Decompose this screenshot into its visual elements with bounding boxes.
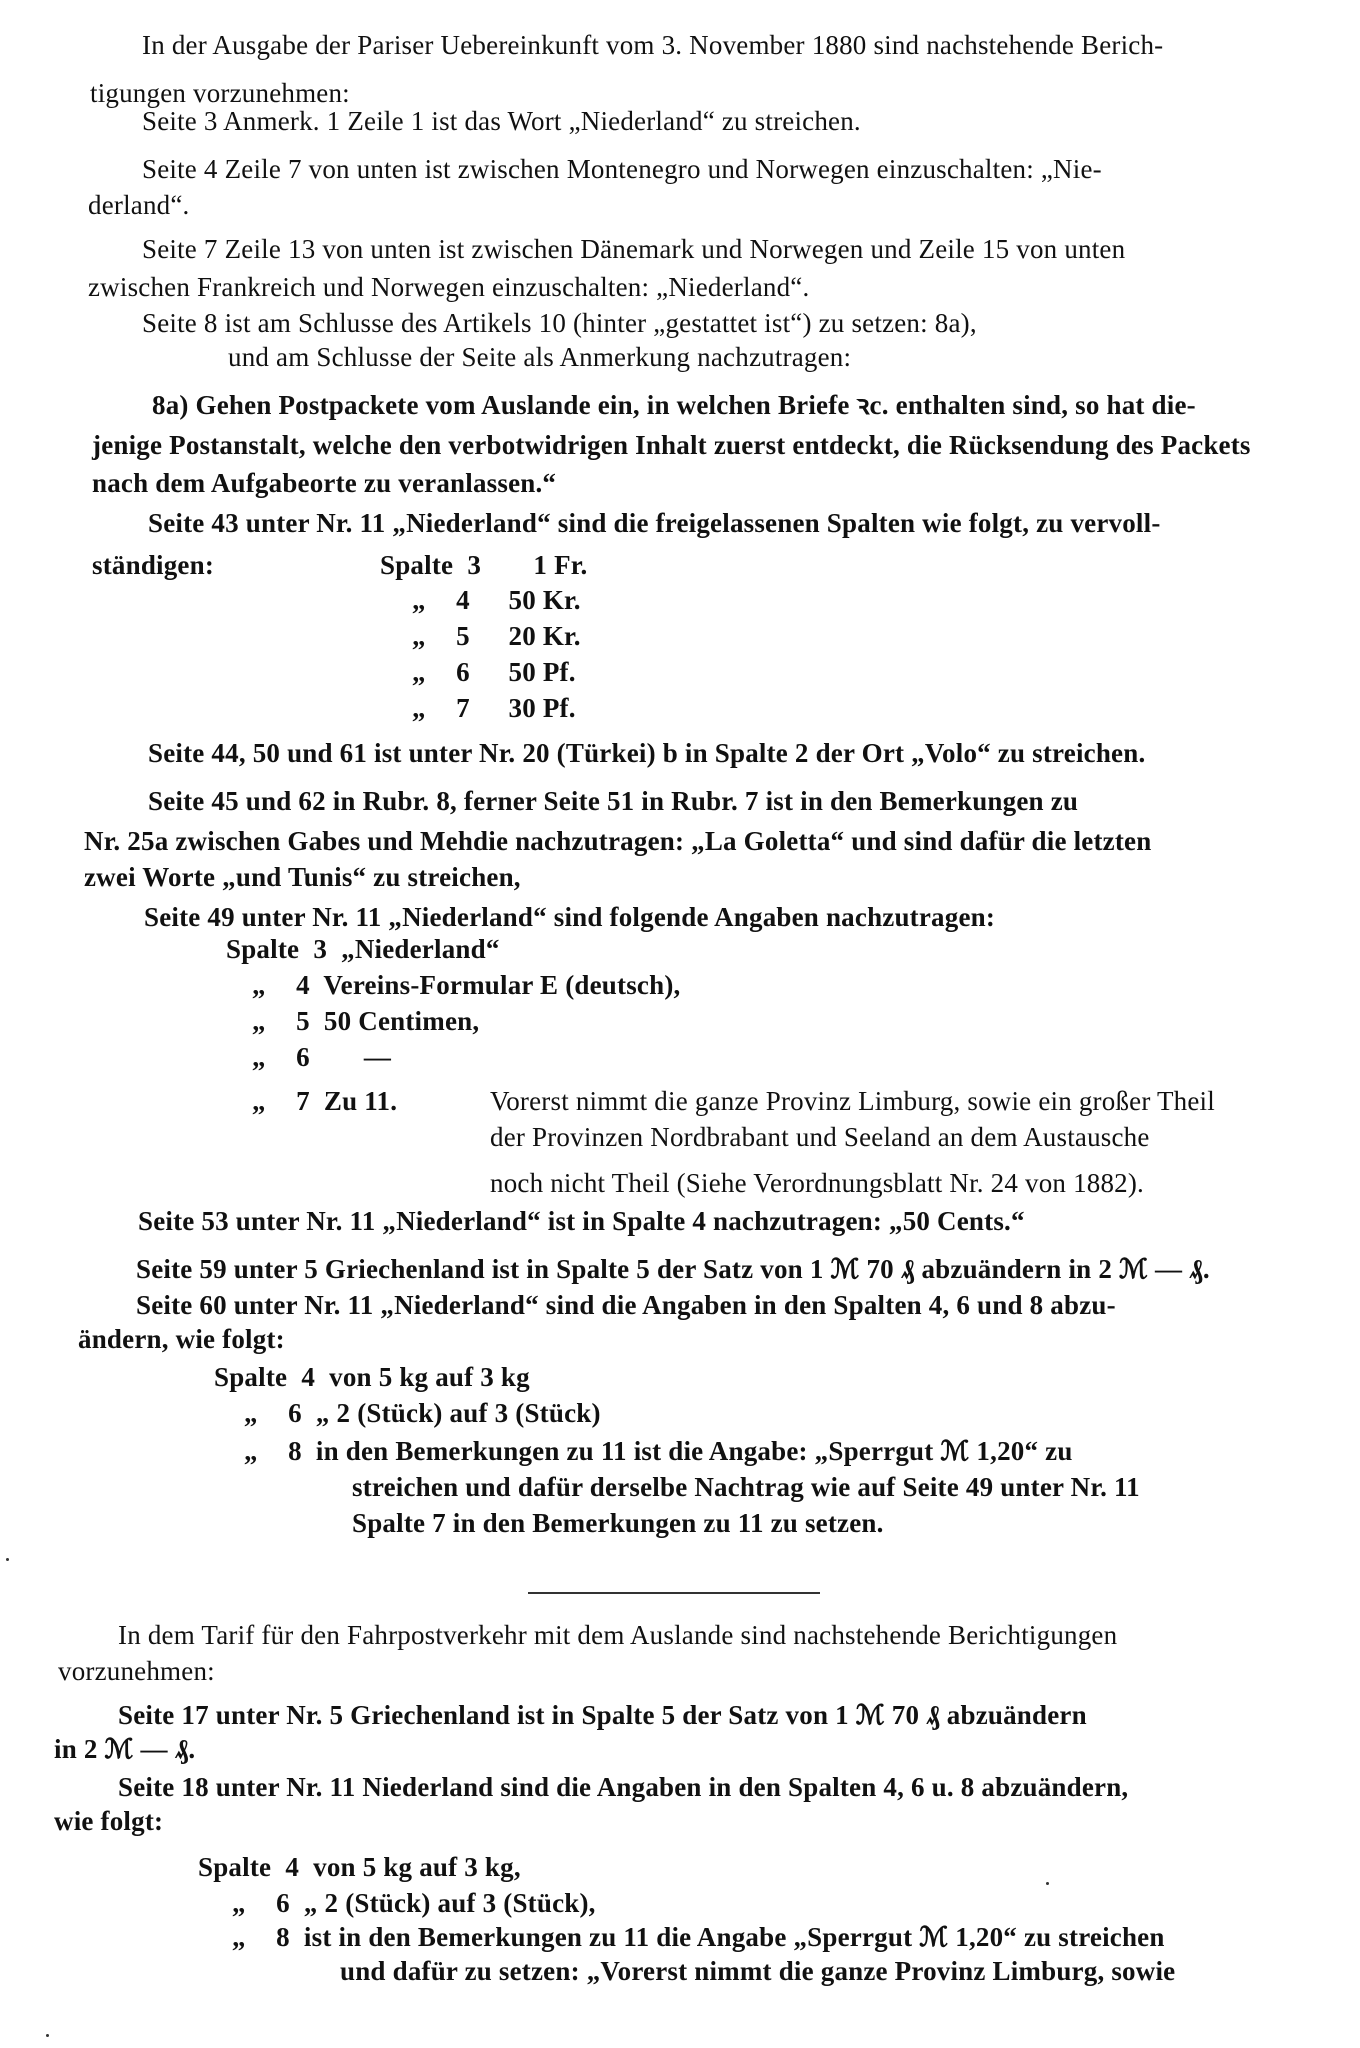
item-seite-18-line1 <box>118 1770 1128 1804</box>
row-unit: Pf. <box>542 657 576 687</box>
table-row <box>232 1920 1165 1954</box>
text: Nr. 25a zwischen Gabes und Mehdie nachzutragen: „La Goletta“ und sind dafür die letzten <box>84 826 1152 856</box>
table-row <box>252 1040 391 1074</box>
text: 8a) Gehen Postpackete vom Auslande ein, in welchen Briefe ꝛc. enthalten sind, so hat die- <box>152 390 1196 420</box>
row-label: „ <box>232 1888 246 1918</box>
scan-speck <box>1046 1882 1049 1885</box>
row-label: „ <box>232 1922 246 1952</box>
row-continuation <box>340 1954 1175 1988</box>
text: Seite 3 Anmerk. 1 Zeile 1 ist das Wort „Niederland“ zu streichen. <box>142 106 861 136</box>
row-value: 50 <box>508 657 536 687</box>
item-seite-49 <box>144 900 995 934</box>
row-col: 8 <box>288 1436 302 1466</box>
row-unit: Pf. <box>542 693 576 723</box>
table-row <box>198 1850 521 1884</box>
table-row <box>380 548 587 582</box>
note-8a-line2 <box>92 428 1251 462</box>
row-text: „Niederland“ <box>341 934 500 964</box>
text: Seite 7 Zeile 13 von unten ist zwischen Dänemark und Norwegen und Zeile 15 von unten <box>142 234 1126 264</box>
item-seite-7-line2 <box>88 270 809 304</box>
row-label: Spalte <box>198 1852 272 1882</box>
row-value: 50 <box>508 585 536 615</box>
row-unit: Kr. <box>542 585 581 615</box>
row-text: Vereins-Formular E (deutsch), <box>323 970 681 1000</box>
row-label: „ <box>412 585 426 615</box>
text: ändern, wie folgt: <box>78 1324 285 1354</box>
text: ständigen: <box>92 550 215 580</box>
text: Seite 8 ist am Schlusse des Artikels 10 (hinter „gestattet ist“) zu setzen: 8a), <box>142 308 977 338</box>
table-row <box>412 655 576 689</box>
item-seite-3 <box>142 104 861 138</box>
row-col: 6 <box>288 1398 302 1428</box>
text: In dem Tarif für den Fahrpostverkehr mit dem Auslande sind nachstehende Berichtigungen <box>118 1620 1118 1650</box>
item-seite-45-line1 <box>148 784 1078 818</box>
row-label: „ <box>244 1436 258 1466</box>
section-divider <box>528 1592 820 1594</box>
row-label: „ <box>252 1006 266 1036</box>
text: noch nicht Theil (Siehe Verordnungsblatt Nr. 24 von 1882). <box>490 1168 1145 1198</box>
row-continuation <box>352 1470 1140 1504</box>
row-text: „ 2 (Stück) auf 3 (Stück) <box>315 1398 601 1428</box>
row-text: Zu 11. <box>323 1086 398 1116</box>
row-label: Spalte <box>214 1362 288 1392</box>
text: In der Ausgabe der Pariser Uebereinkunft vom 3. November 1880 sind nachstehende Berich- <box>142 30 1164 60</box>
row-col: 7 <box>296 1086 310 1116</box>
row-text: „ 2 (Stück) auf 3 (Stück), <box>303 1888 596 1918</box>
text: derland“. <box>88 190 190 220</box>
text: tigungen vorzunehmen: <box>90 78 350 108</box>
table-row <box>412 691 576 725</box>
row-text: 50 Centimen, <box>323 1006 480 1036</box>
text: streichen und dafür derselbe Nachtrag wie auf Seite 49 unter Nr. 11 <box>352 1472 1140 1502</box>
table-row <box>226 932 500 966</box>
item-seite-8-line1 <box>142 306 977 340</box>
row-text: von 5 kg auf 3 kg, <box>313 1852 521 1882</box>
row-col: 7 <box>456 693 470 723</box>
item-seite-8-line2 <box>228 340 851 374</box>
row-label: „ <box>412 657 426 687</box>
scan-speck <box>46 2034 49 2037</box>
text: Seite 49 unter Nr. 11 „Niederland“ sind folgende Angaben nachzutragen: <box>144 902 996 932</box>
item-seite-43-line1 <box>148 506 1161 540</box>
item-seite-43-line2 <box>92 548 214 582</box>
row-value: 30 <box>508 693 536 723</box>
text: Seite 18 unter Nr. 11 Niederland sind die Angaben in den Spalten 4, 6 u. 8 abzuändern, <box>118 1772 1129 1802</box>
item-seite-7-line1 <box>142 232 1125 266</box>
text: wie folgt: <box>54 1806 164 1836</box>
text: Seite 45 und 62 in Rubr. 8, ferner Seite 51 in Rubr. 7 ist in den Bemerkungen zu <box>148 786 1079 816</box>
row-label: „ <box>252 1086 266 1116</box>
scan-speck <box>6 1558 9 1561</box>
row-label: „ <box>252 970 266 1000</box>
row-text: ist in den Bemerkungen zu 11 die Angabe „Sperrgut ℳ 1,20“ zu streichen <box>303 1922 1165 1952</box>
item-seite-45-line2 <box>84 824 1151 858</box>
table-row <box>412 583 581 617</box>
text: Seite 59 unter 5 Griechenland ist in Spalte 5 der Satz von 1 ℳ 70 ₰ abzuändern in 2 ℳ — ₰. <box>136 1254 1210 1284</box>
row-col: 5 <box>456 621 470 651</box>
row-label: „ <box>252 1042 266 1072</box>
row-label: Spalte <box>226 934 300 964</box>
row-label: Spalte <box>380 550 454 580</box>
text: Vorerst nimmt die ganze Provinz Limburg, sowie ein großer Theil <box>490 1086 1215 1116</box>
text: Spalte 7 in den Bemerkungen zu 11 zu setzen. <box>352 1508 884 1538</box>
item-seite-44 <box>148 736 1145 770</box>
row-col: 6 <box>276 1888 290 1918</box>
table-row <box>252 1004 479 1038</box>
note-8a-line1 <box>152 388 1196 422</box>
note-line <box>490 1084 1215 1118</box>
row-value: 1 <box>533 550 548 580</box>
item-seite-60-line1 <box>136 1288 1116 1322</box>
text: Seite 44, 50 und 61 ist unter Nr. 20 (Türkei) b in Spalte 2 der Ort „Volo“ zu streichen. <box>148 738 1146 768</box>
table-row <box>252 1084 397 1118</box>
text: jenige Postanstalt, welche den verbotwidrigen Inhalt zuerst entdeckt, die Rücksendung des Packets <box>92 430 1251 460</box>
table-row <box>214 1360 530 1394</box>
text: Seite 17 unter Nr. 5 Griechenland ist in Spalte 5 der Satz von 1 ℳ 70 ₰ abzuändern <box>118 1700 1087 1730</box>
text: und am Schlusse der Seite als Anmerkung nachzutragen: <box>228 342 852 372</box>
note-line <box>490 1166 1144 1200</box>
note-8a-line3 <box>92 466 556 500</box>
table-row <box>244 1434 1073 1468</box>
item-seite-18-line2 <box>54 1804 163 1838</box>
text: und dafür zu setzen: „Vorerst nimmt die ganze Provinz Limburg, sowie <box>340 1956 1176 1986</box>
table-row <box>244 1396 601 1430</box>
row-col: 6 <box>456 657 470 687</box>
text: nach dem Aufgabeorte zu veranlassen.“ <box>92 468 557 498</box>
text: Seite 60 unter Nr. 11 „Niederland“ sind die Angaben in den Spalten 4, 6 und 8 abzu- <box>136 1290 1116 1320</box>
row-col: 8 <box>276 1922 290 1952</box>
item-seite-59 <box>136 1252 1210 1286</box>
text: Seite 43 unter Nr. 11 „Niederland“ sind die freigelassenen Spalten wie folgt, zu vervoll- <box>148 508 1161 538</box>
item-seite-4-line1 <box>142 152 1102 186</box>
row-col: 4 <box>456 585 470 615</box>
paragraph-intro-line2 <box>58 1654 215 1688</box>
item-seite-17-line2 <box>54 1732 195 1766</box>
row-col: 3 <box>313 934 328 964</box>
text: vorzunehmen: <box>58 1656 215 1686</box>
item-seite-45-line3 <box>84 860 521 894</box>
row-col: 4 <box>296 970 310 1000</box>
row-continuation <box>352 1506 884 1540</box>
paragraph-intro-line1 <box>142 28 1302 62</box>
table-row <box>412 619 581 653</box>
row-label: „ <box>412 621 426 651</box>
row-label: „ <box>412 693 426 723</box>
row-label: „ <box>244 1398 258 1428</box>
text: zwischen Frankreich und Norwegen einzuschalten: „Niederland“. <box>88 272 810 302</box>
row-text: — <box>363 1042 392 1072</box>
text: in 2 ℳ — ₰. <box>54 1734 196 1764</box>
text: der Provinzen Nordbrabant und Seeland an dem Austausche <box>490 1122 1150 1152</box>
item-seite-4-line2 <box>88 188 190 222</box>
row-unit: Fr. <box>554 550 588 580</box>
text: Seite 53 unter Nr. 11 „Niederland“ ist in Spalte 4 nachzutragen: „50 Cents.“ <box>138 1206 1025 1236</box>
row-text: von 5 kg auf 3 kg <box>329 1362 530 1392</box>
row-col: 6 <box>296 1042 310 1072</box>
item-seite-60-line2 <box>78 1322 285 1356</box>
item-seite-17-line1 <box>118 1698 1087 1732</box>
paragraph-intro-line1 <box>118 1618 1117 1652</box>
row-col: 4 <box>301 1362 316 1392</box>
item-seite-53 <box>138 1204 1025 1238</box>
table-row <box>232 1886 596 1920</box>
row-col: 3 <box>467 550 482 580</box>
row-value: 20 <box>508 621 536 651</box>
row-col: 5 <box>296 1006 310 1036</box>
row-unit: Kr. <box>542 621 581 651</box>
text: zwei Worte „und Tunis“ zu streichen, <box>84 862 521 892</box>
note-line <box>490 1120 1150 1154</box>
text: Seite 4 Zeile 7 von unten ist zwischen Montenegro und Norwegen einzuschalten: „Nie- <box>142 154 1102 184</box>
table-row <box>252 968 680 1002</box>
row-col: 4 <box>285 1852 300 1882</box>
row-text: in den Bemerkungen zu 11 ist die Angabe: „Sperrgut ℳ 1,20“ zu <box>315 1436 1073 1466</box>
